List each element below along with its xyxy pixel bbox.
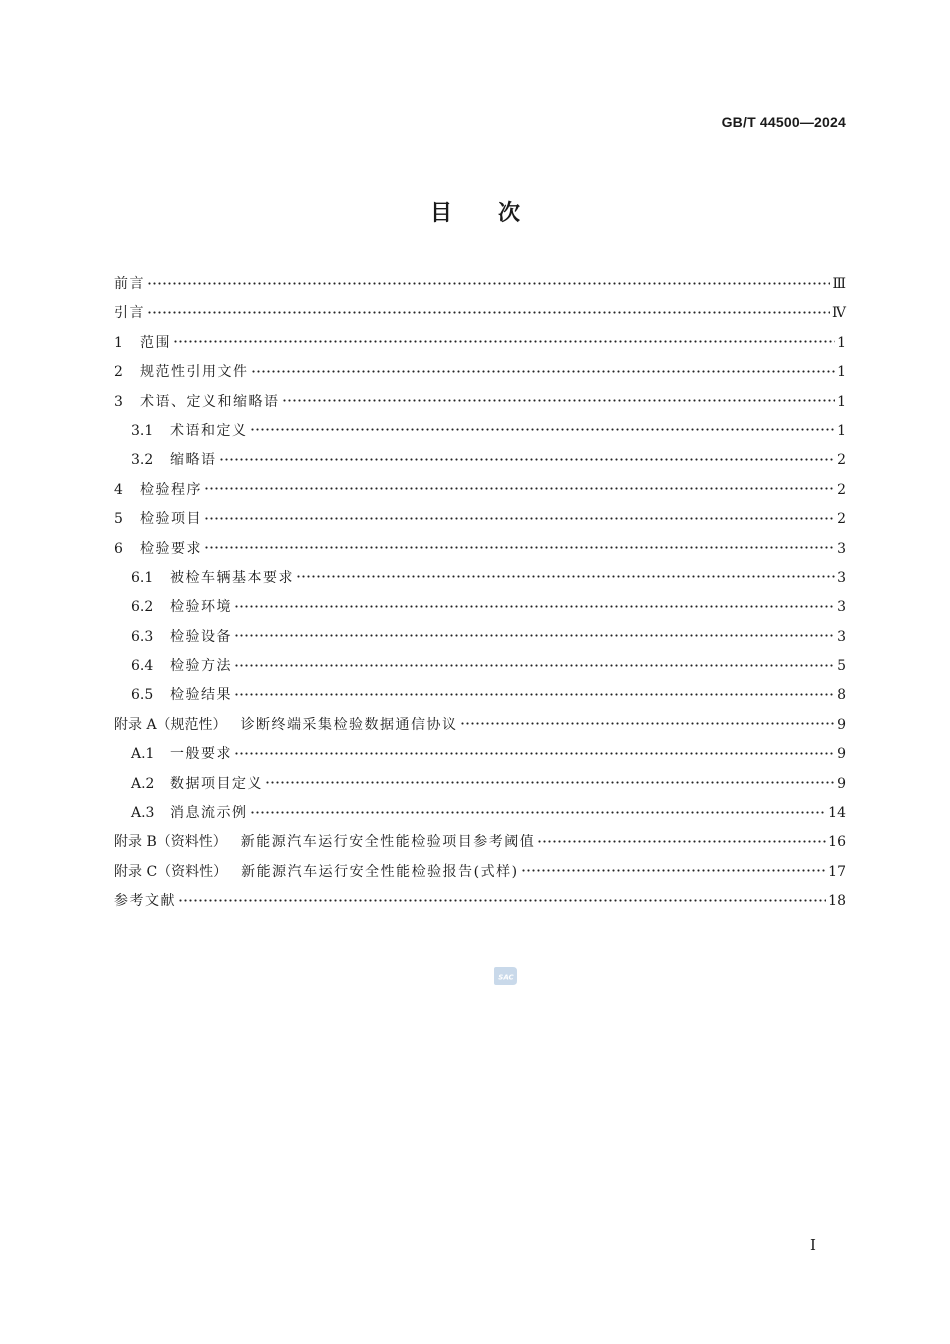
toc-entry-page: 9: [837, 716, 846, 733]
table-of-contents: [114, 270, 846, 917]
toc-entry-label: 检验程序: [140, 481, 202, 498]
toc-entry-page: 14: [828, 805, 846, 822]
toc-entry-page: 3: [837, 599, 846, 616]
toc-entry-page: Ⅲ: [832, 276, 846, 292]
toc-entry-label: 前言: [114, 276, 145, 292]
toc-entry-number: 3.2: [131, 452, 154, 469]
dot-leader: [173, 338, 835, 346]
dot-leader: [460, 720, 836, 728]
toc-entry[interactable]: [114, 623, 846, 652]
sac-watermark-logo: [493, 964, 519, 988]
toc-entry[interactable]: [114, 329, 846, 358]
dot-leader: [234, 690, 835, 698]
dot-leader: [204, 514, 835, 522]
toc-entry-number: 6.1: [131, 569, 154, 586]
toc-entry[interactable]: [114, 505, 846, 534]
toc-entry-label: 术语和定义: [170, 422, 248, 439]
dot-leader: [250, 426, 836, 434]
toc-entry[interactable]: [114, 799, 846, 828]
toc-entry[interactable]: [114, 887, 846, 916]
toc-entry-number: 4: [114, 481, 123, 498]
toc-entry[interactable]: [114, 417, 846, 446]
dot-leader: [250, 808, 827, 816]
dot-leader: [204, 485, 835, 493]
dot-leader: [282, 397, 836, 405]
toc-entry-label: 新能源汽车运行安全性能检验项目参考阈值: [240, 834, 536, 851]
toc-entry-number: A.1: [131, 746, 155, 763]
toc-entry[interactable]: [114, 564, 846, 593]
toc-entry-page: 2: [837, 452, 846, 469]
dot-leader: [147, 279, 830, 287]
toc-entry[interactable]: [114, 535, 846, 564]
toc-entry-label: 数据项目定义: [170, 775, 263, 792]
toc-entry-number: 6.4: [131, 658, 154, 675]
toc-entry-number: A.3: [131, 805, 155, 822]
toc-entry-label: 规范性引用文件: [140, 364, 249, 381]
toc-entry-page: 18: [828, 893, 846, 910]
toc-entry-number: 1: [114, 334, 123, 351]
page-title: 目次: [429, 201, 566, 226]
toc-entry-label: 消息流示例: [170, 805, 248, 822]
toc-entry-page: 8: [837, 687, 846, 704]
toc-entry-page: 3: [837, 540, 846, 557]
toc-entry-number: 附录 A（规范性）: [114, 716, 227, 733]
dot-leader: [234, 632, 835, 640]
standard-number: GB/T 44500—2024: [721, 114, 846, 130]
page-folio: I: [810, 1236, 816, 1254]
toc-entry-label: 诊断终端采集检验数据通信协议: [240, 716, 458, 733]
toc-entry-label: 范围: [140, 334, 171, 351]
toc-entry-label: 检验方法: [170, 658, 232, 675]
dot-leader: [537, 837, 826, 845]
toc-entry-page: 17: [828, 863, 846, 880]
toc-entry-page: 9: [837, 746, 846, 763]
toc-entry-label: 一般要求: [170, 746, 232, 763]
toc-entry[interactable]: [114, 828, 846, 857]
toc-entry-number: A.2: [131, 775, 155, 792]
watermark-text: SAC: [498, 973, 514, 982]
toc-entry[interactable]: [114, 476, 846, 505]
toc-entry-page: 2: [837, 481, 846, 498]
toc-entry-number: 6.2: [131, 599, 154, 616]
toc-entry-page: 1: [837, 364, 846, 381]
toc-entry-label: 检验结果: [170, 687, 232, 704]
toc-entry-label: 检验要求: [140, 540, 202, 557]
toc-entry-number: 附录 C（资料性）: [114, 863, 228, 880]
dot-leader: [234, 749, 835, 757]
toc-entry[interactable]: [114, 446, 846, 475]
toc-entry-number: 5: [114, 511, 123, 528]
toc-entry-number: 6: [114, 540, 123, 557]
dot-leader: [234, 661, 835, 669]
toc-entry-number: 6.3: [131, 628, 154, 645]
toc-entry-page: 1: [837, 393, 846, 410]
toc-entry-page: 3: [837, 628, 846, 645]
dot-leader: [234, 602, 835, 610]
dot-leader: [296, 573, 835, 581]
toc-entry-page: 16: [828, 834, 846, 851]
toc-entry[interactable]: [114, 358, 846, 387]
toc-entry-label: 检验项目: [140, 511, 202, 528]
toc-entry-page: 5: [837, 658, 846, 675]
toc-entry-label: 缩略语: [170, 452, 217, 469]
toc-entry[interactable]: [114, 270, 846, 299]
toc-entry-page: 3: [837, 569, 846, 586]
toc-entry[interactable]: [114, 299, 846, 328]
toc-entry-page: 1: [837, 422, 846, 439]
toc-entry-label: 参考文献: [114, 893, 176, 910]
toc-entry[interactable]: [114, 711, 846, 740]
toc-entry-number: 附录 B（资料性）: [114, 834, 227, 851]
dot-leader: [251, 367, 836, 375]
toc-entry[interactable]: [114, 740, 846, 769]
toc-entry-number: 2: [114, 364, 123, 381]
toc-entry-label: 新能源汽车运行安全性能检验报告(式样): [241, 863, 519, 880]
toc-entry[interactable]: [114, 770, 846, 799]
toc-entry-page: Ⅳ: [832, 305, 846, 322]
dot-leader: [178, 896, 826, 904]
dot-leader: [265, 779, 835, 787]
toc-entry[interactable]: [114, 593, 846, 622]
toc-entry-label: 被检车辆基本要求: [170, 569, 294, 586]
toc-entry[interactable]: [114, 681, 846, 710]
dot-leader: [521, 867, 827, 875]
toc-entry-label: 引言: [114, 305, 145, 322]
toc-entry-page: 2: [837, 511, 846, 528]
toc-entry[interactable]: [114, 652, 846, 681]
dot-leader: [147, 308, 830, 316]
toc-entry-page: 1: [837, 334, 846, 351]
toc-entry-number: 6.5: [131, 687, 154, 704]
toc-entry[interactable]: [114, 388, 846, 417]
toc-entry-number: 3.1: [131, 422, 154, 439]
toc-entry-page: 9: [837, 775, 846, 792]
toc-entry-label: 检验设备: [170, 628, 232, 645]
toc-entry-label: 检验环境: [170, 599, 232, 616]
toc-entry-number: 3: [114, 393, 123, 410]
dot-leader: [204, 544, 835, 552]
toc-entry[interactable]: [114, 858, 846, 887]
dot-leader: [219, 455, 836, 463]
toc-entry-label: 术语、定义和缩略语: [140, 393, 280, 410]
